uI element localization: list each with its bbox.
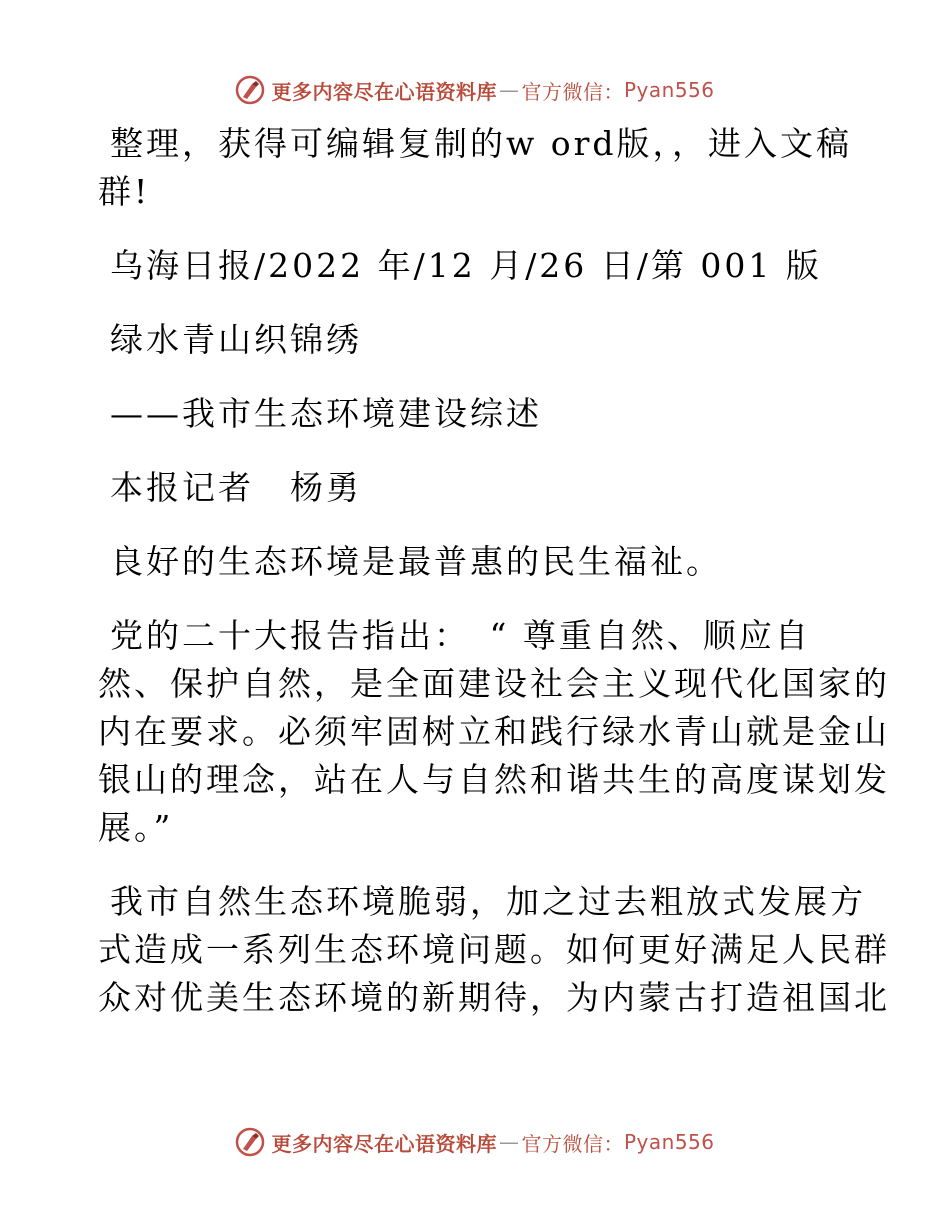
paragraph-line: 银山的理念，站在人与自然和谐共生的高度谋划发 (98, 760, 890, 799)
lead-text: 良好的生态环境是最普惠的民生福祉。 (110, 542, 722, 581)
paragraph-line: 然、保护自然，是全面建设社会主义现代化国家的 (98, 664, 890, 703)
document-body (98, 120, 890, 1048)
watermark-account: Pyan556 (623, 1130, 715, 1154)
lead-paragraph (98, 538, 858, 586)
paragraph-line: 党的二十大报告指出： “ 尊重自然、顺应自 (110, 616, 811, 655)
source-line (98, 242, 858, 290)
header-watermark (0, 72, 950, 108)
watermark-brand: 更多内容尽在心语资料库 (271, 1131, 497, 1156)
intro-line: 整理，获得可编辑复制的w ord版，，进入文稿 (110, 124, 853, 163)
watermark-official-label: 官方微信： (521, 79, 624, 104)
paragraph-line: 众对优美生态环境的新期待，为内蒙古打造祖国北 (98, 978, 890, 1017)
watermark-separator: — (498, 78, 520, 102)
paragraph-2 (98, 878, 890, 1022)
byline-text: 本报记者 杨勇 (110, 468, 362, 507)
watermark-separator: — (498, 1130, 520, 1154)
watermark-account: Pyan556 (623, 78, 715, 102)
watermark-brand: 更多内容尽在心语资料库 (271, 79, 497, 104)
title-text: 绿水青山织锦绣 (110, 320, 362, 359)
paragraph-line: 式造成一系列生态环境问题。如何更好满足人民群 (98, 930, 890, 969)
article-subtitle (98, 390, 858, 438)
subtitle-text: ——我市生态环境建设综述 (110, 394, 542, 433)
intro-line: 群! (98, 172, 151, 211)
article-title (98, 316, 858, 364)
paragraph-1 (98, 612, 890, 852)
paragraph-line: 我市自然生态环境脆弱，加之过去粗放式发展方 (110, 882, 866, 921)
source-text: 乌海日报/2022 年/12 月/26 日/第 001 版 (110, 246, 822, 285)
paragraph-line: 内在要求。必须牢固树立和践行绿水青山就是金山 (98, 712, 890, 751)
byline (98, 464, 858, 512)
paragraph-line: 展。” (98, 808, 174, 847)
watermark-official-label: 官方微信： (521, 1131, 624, 1156)
fountain-pen-seal-icon (235, 1127, 265, 1157)
footer-watermark (0, 1124, 950, 1160)
fountain-pen-seal-icon (235, 75, 265, 105)
intro-paragraph (98, 120, 858, 216)
